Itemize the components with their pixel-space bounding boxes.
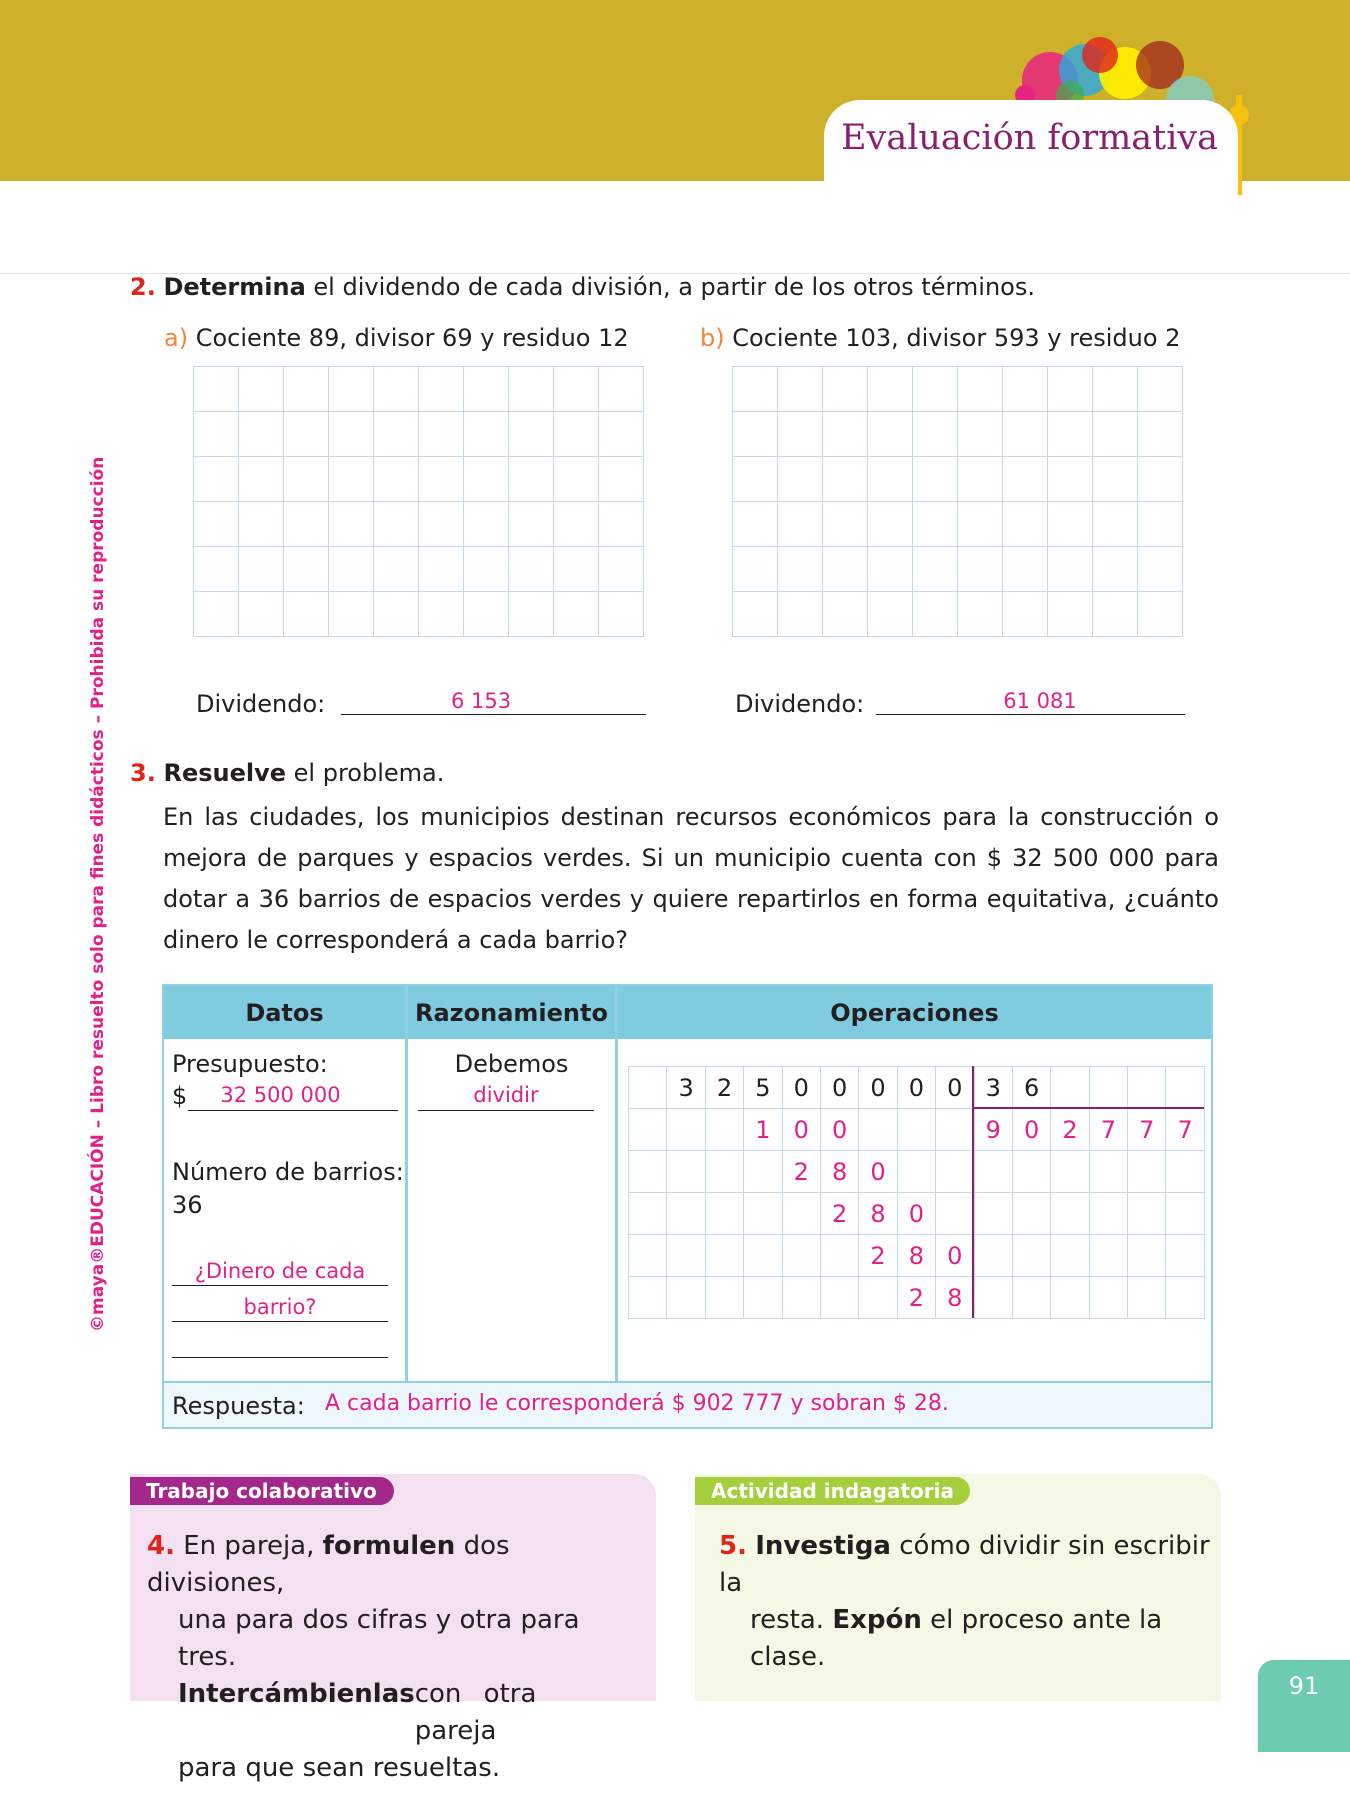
grid-cell[interactable] xyxy=(464,412,509,457)
grid-cell[interactable] xyxy=(419,412,464,457)
grid-cell[interactable] xyxy=(1138,502,1183,547)
page-title: Evaluación formativa xyxy=(841,118,1219,158)
grid-cell[interactable] xyxy=(374,367,419,412)
barrios-label: Número de barrios: xyxy=(172,1158,404,1186)
text: una para dos cifras y otra para tres. xyxy=(178,1605,580,1672)
grid-cell[interactable] xyxy=(1138,457,1183,502)
text: resta. xyxy=(750,1605,833,1635)
grid-cell[interactable] xyxy=(599,547,644,592)
grid-cell[interactable] xyxy=(778,547,823,592)
grid-cell[interactable] xyxy=(329,592,374,637)
division-cell[interactable] xyxy=(975,1277,1013,1319)
work-grid-b[interactable] xyxy=(732,366,1183,637)
grid-cell[interactable] xyxy=(284,457,329,502)
division-cell[interactable] xyxy=(1051,1151,1089,1193)
division-cell[interactable] xyxy=(706,1277,744,1319)
question-number: 3. xyxy=(130,759,156,787)
grid-cell[interactable] xyxy=(419,367,464,412)
item-b xyxy=(700,323,1180,353)
grid-cell[interactable] xyxy=(778,457,823,502)
grid-cell[interactable] xyxy=(1003,547,1048,592)
division-cell[interactable] xyxy=(667,1109,705,1151)
budget-label: Presupuesto: xyxy=(172,1050,328,1078)
question-number: 2. xyxy=(130,273,156,301)
grid-cell[interactable] xyxy=(599,457,644,502)
division-cell[interactable]: 7 xyxy=(1128,1109,1166,1151)
division-cell[interactable] xyxy=(1166,1277,1204,1319)
division-bracket-vertical xyxy=(972,1066,974,1318)
division-cell[interactable] xyxy=(1166,1067,1204,1109)
division-cell[interactable] xyxy=(744,1277,782,1319)
grid-cell[interactable] xyxy=(958,367,1003,412)
division-cell[interactable] xyxy=(1128,1277,1166,1319)
grid-cell[interactable] xyxy=(239,547,284,592)
division-cell[interactable] xyxy=(975,1193,1013,1235)
grid-cell[interactable] xyxy=(778,592,823,637)
grid-cell[interactable] xyxy=(329,412,374,457)
division-cell[interactable] xyxy=(1090,1235,1128,1277)
grid-cell[interactable] xyxy=(1003,367,1048,412)
division-cell[interactable] xyxy=(859,1109,897,1151)
division-cell[interactable]: 0 xyxy=(898,1193,936,1235)
division-cell[interactable] xyxy=(706,1109,744,1151)
division-cell[interactable]: 8 xyxy=(936,1277,974,1319)
grid-cell[interactable] xyxy=(509,502,554,547)
grid-cell[interactable] xyxy=(1048,592,1093,637)
division-cell[interactable] xyxy=(1013,1235,1051,1277)
dividend-answer-b[interactable]: 61 081 xyxy=(1003,689,1077,713)
division-cell[interactable]: 8 xyxy=(859,1193,897,1235)
grid-cell[interactable] xyxy=(1048,457,1093,502)
division-cell[interactable]: 0 xyxy=(936,1235,974,1277)
budget-value[interactable]: 32 500 000 xyxy=(220,1083,341,1107)
grid-cell[interactable] xyxy=(239,592,284,637)
division-cell[interactable] xyxy=(629,1067,667,1109)
division-cell[interactable]: 7 xyxy=(1090,1109,1128,1151)
grid-cell[interactable] xyxy=(464,547,509,592)
division-cell[interactable] xyxy=(975,1151,1013,1193)
question-text: el problema. xyxy=(286,759,445,787)
grid-cell[interactable] xyxy=(194,592,239,637)
grid-cell[interactable] xyxy=(374,502,419,547)
division-cell[interactable] xyxy=(1166,1193,1204,1235)
grid-cell[interactable] xyxy=(958,502,1003,547)
division-cell[interactable] xyxy=(936,1193,974,1235)
grid-cell[interactable] xyxy=(194,547,239,592)
grid-cell[interactable] xyxy=(823,502,868,547)
answer-text[interactable]: A cada barrio le corresponderá $ 902 777 y sobran $ 28. xyxy=(325,1391,949,1416)
question-number: 5. xyxy=(719,1531,747,1561)
problem-statement: En las ciudades, los municipios destinan recursos económicos para la construcción o mejora de parques y espacios verdes. Si un municipio cuenta con $ 32 500 000 para dotar a 36 barrios de espacios verdes y quiere repartirlos en forma equitativa, ¿cuánto dinero le corresponderá a cada barrio? xyxy=(163,803,1219,954)
division-cell[interactable]: 2 xyxy=(821,1193,859,1235)
division-cell[interactable] xyxy=(1128,1151,1166,1193)
grid-cell[interactable] xyxy=(1093,502,1138,547)
division-cell[interactable]: 0 xyxy=(898,1067,936,1109)
division-cell[interactable] xyxy=(629,1193,667,1235)
grid-cell[interactable] xyxy=(464,592,509,637)
division-grid[interactable] xyxy=(628,1066,1205,1319)
grid-cell[interactable] xyxy=(1138,412,1183,457)
division-cell[interactable]: 1 xyxy=(744,1109,782,1151)
unknown-line-2[interactable]: barrio? xyxy=(243,1295,317,1319)
grid-cell[interactable] xyxy=(194,502,239,547)
division-cell[interactable]: 0 xyxy=(1013,1109,1051,1151)
grid-cell[interactable] xyxy=(329,457,374,502)
grid-cell[interactable] xyxy=(1093,457,1138,502)
division-cell[interactable] xyxy=(1013,1151,1051,1193)
division-cell[interactable] xyxy=(1166,1235,1204,1277)
verb: Investiga xyxy=(755,1531,891,1561)
grid-cell[interactable] xyxy=(554,502,599,547)
division-bracket-horizontal xyxy=(972,1107,1204,1109)
inquiry-tag: Actividad indagatoria xyxy=(695,1477,970,1505)
division-cell[interactable]: 2 xyxy=(898,1277,936,1319)
grid-cell[interactable] xyxy=(554,592,599,637)
currency-sign: $ xyxy=(172,1082,188,1110)
grid-cell[interactable] xyxy=(284,592,329,637)
item-label: a) xyxy=(164,324,189,352)
division-cell[interactable] xyxy=(629,1277,667,1319)
division-cell[interactable]: 0 xyxy=(783,1067,821,1109)
grid-cell[interactable] xyxy=(1048,367,1093,412)
dividend-label-b: Dividendo: xyxy=(735,690,865,718)
grid-cell[interactable] xyxy=(464,457,509,502)
grid-cell[interactable] xyxy=(733,457,778,502)
header-razonamiento: Razonamiento xyxy=(408,986,615,1039)
inquiry-box xyxy=(695,1474,1221,1701)
grid-cell[interactable] xyxy=(329,367,374,412)
division-cell[interactable] xyxy=(783,1193,821,1235)
grid-cell[interactable] xyxy=(239,412,284,457)
grid-cell[interactable] xyxy=(1093,592,1138,637)
grid-cell[interactable] xyxy=(868,502,913,547)
header-datos: Datos xyxy=(164,986,405,1039)
grid-cell[interactable] xyxy=(913,592,958,637)
division-cell[interactable]: 0 xyxy=(859,1067,897,1109)
grid-cell[interactable] xyxy=(509,412,554,457)
grid-cell[interactable] xyxy=(599,367,644,412)
division-cell[interactable]: 2 xyxy=(706,1067,744,1109)
division-cell[interactable] xyxy=(629,1151,667,1193)
grid-cell[interactable] xyxy=(464,367,509,412)
verb: Intercámbienlas xyxy=(178,1679,415,1709)
collaborative-box xyxy=(130,1474,656,1783)
grid-cell[interactable] xyxy=(599,592,644,637)
division-cell[interactable] xyxy=(975,1235,1013,1277)
division-cell[interactable] xyxy=(1090,1067,1128,1109)
question-5 xyxy=(719,1528,1221,1676)
grid-cell[interactable] xyxy=(1048,412,1093,457)
text: cómo dividir sin escribir la xyxy=(719,1531,1210,1598)
division-cell[interactable]: 0 xyxy=(821,1109,859,1151)
division-cell[interactable] xyxy=(783,1277,821,1319)
page-number: 91 xyxy=(1258,1660,1350,1752)
text: con otra pareja xyxy=(414,1679,537,1746)
grid-cell[interactable] xyxy=(509,592,554,637)
grid-cell[interactable] xyxy=(733,592,778,637)
item-a xyxy=(164,323,629,353)
grid-cell[interactable] xyxy=(868,457,913,502)
grid-cell[interactable] xyxy=(239,367,284,412)
division-cell[interactable] xyxy=(898,1109,936,1151)
division-cell[interactable] xyxy=(1166,1151,1204,1193)
grid-cell[interactable] xyxy=(1093,367,1138,412)
division-cell[interactable]: 2 xyxy=(1051,1109,1089,1151)
question-number: 4. xyxy=(147,1531,175,1561)
grid-cell[interactable] xyxy=(733,412,778,457)
grid-cell[interactable] xyxy=(194,457,239,502)
grid-cell[interactable] xyxy=(374,592,419,637)
verb: formulen xyxy=(322,1531,456,1561)
dividend-answer-a[interactable]: 6 153 xyxy=(450,689,512,713)
division-cell[interactable] xyxy=(667,1193,705,1235)
grid-cell[interactable] xyxy=(194,367,239,412)
solution-table xyxy=(162,984,1213,1429)
copyright-notice: ©maya®EDUCACIÓN – Libro resuelto solo para fines didácticos – Prohibida su reproducción xyxy=(88,456,108,1332)
division-cell[interactable]: 5 xyxy=(744,1067,782,1109)
grid-cell[interactable] xyxy=(509,547,554,592)
grid-cell[interactable] xyxy=(284,367,329,412)
grid-cell[interactable] xyxy=(284,502,329,547)
division-cell[interactable]: 0 xyxy=(936,1067,974,1109)
grid-cell[interactable] xyxy=(868,412,913,457)
division-cell[interactable] xyxy=(744,1151,782,1193)
question-3 xyxy=(130,758,444,788)
division-cell[interactable] xyxy=(936,1109,974,1151)
grid-cell[interactable] xyxy=(958,412,1003,457)
grid-cell[interactable] xyxy=(554,457,599,502)
grid-cell[interactable] xyxy=(329,502,374,547)
grid-cell[interactable] xyxy=(913,412,958,457)
grid-cell[interactable] xyxy=(1093,547,1138,592)
dividend-label-a: Dividendo: xyxy=(196,690,326,718)
grid-cell[interactable] xyxy=(823,457,868,502)
division-cell[interactable]: 3 xyxy=(975,1067,1013,1109)
division-cell[interactable] xyxy=(821,1235,859,1277)
grid-cell[interactable] xyxy=(419,547,464,592)
division-cell[interactable] xyxy=(783,1235,821,1277)
grid-cell[interactable] xyxy=(913,457,958,502)
text: En pareja, xyxy=(183,1531,323,1561)
item-label: b) xyxy=(700,324,725,352)
division-cell[interactable]: 2 xyxy=(783,1151,821,1193)
division-cell[interactable] xyxy=(859,1277,897,1319)
grid-cell[interactable] xyxy=(329,547,374,592)
division-cell[interactable] xyxy=(1051,1067,1089,1109)
grid-cell[interactable] xyxy=(284,412,329,457)
grid-cell[interactable] xyxy=(419,457,464,502)
question-verb: Determina xyxy=(163,273,306,301)
grid-cell[interactable] xyxy=(1138,367,1183,412)
grid-cell[interactable] xyxy=(823,547,868,592)
grid-cell[interactable] xyxy=(778,502,823,547)
grid-cell[interactable] xyxy=(1003,412,1048,457)
division-cell[interactable] xyxy=(744,1193,782,1235)
division-cell[interactable] xyxy=(706,1193,744,1235)
division-cell[interactable] xyxy=(667,1235,705,1277)
grid-cell[interactable] xyxy=(958,547,1003,592)
grid-cell[interactable] xyxy=(1093,412,1138,457)
grid-cell[interactable] xyxy=(374,412,419,457)
division-cell[interactable] xyxy=(1128,1067,1166,1109)
division-cell[interactable] xyxy=(629,1109,667,1151)
division-cell[interactable] xyxy=(1051,1193,1089,1235)
division-cell[interactable] xyxy=(1013,1193,1051,1235)
division-cell[interactable] xyxy=(1051,1235,1089,1277)
grid-cell[interactable] xyxy=(239,457,284,502)
grid-cell[interactable] xyxy=(509,457,554,502)
division-cell[interactable]: 0 xyxy=(859,1151,897,1193)
grid-cell[interactable] xyxy=(599,412,644,457)
grid-cell[interactable] xyxy=(554,367,599,412)
grid-cell[interactable] xyxy=(823,412,868,457)
header-operaciones: Operaciones xyxy=(618,986,1211,1039)
grid-cell[interactable] xyxy=(868,592,913,637)
reasoning-text: Debemos xyxy=(454,1050,569,1078)
grid-cell[interactable] xyxy=(778,367,823,412)
answer-label: Respuesta: xyxy=(172,1392,305,1420)
division-cell[interactable] xyxy=(744,1235,782,1277)
work-grid-a[interactable] xyxy=(193,366,644,637)
division-cell[interactable] xyxy=(1051,1277,1089,1319)
grid-cell[interactable] xyxy=(419,502,464,547)
division-cell[interactable] xyxy=(936,1151,974,1193)
grid-cell[interactable] xyxy=(823,592,868,637)
reasoning-answer[interactable]: dividir xyxy=(473,1083,539,1107)
grid-cell[interactable] xyxy=(868,547,913,592)
division-cell[interactable] xyxy=(1090,1277,1128,1319)
grid-cell[interactable] xyxy=(958,457,1003,502)
grid-cell[interactable] xyxy=(239,502,284,547)
grid-cell[interactable] xyxy=(913,367,958,412)
grid-cell[interactable] xyxy=(823,367,868,412)
question-verb: Resuelve xyxy=(163,759,287,787)
unknown-line-1[interactable]: ¿Dinero de cada xyxy=(194,1259,366,1283)
grid-cell[interactable] xyxy=(1003,457,1048,502)
division-cell[interactable]: 3 xyxy=(667,1067,705,1109)
grid-cell[interactable] xyxy=(419,592,464,637)
division-cell[interactable]: 7 xyxy=(1166,1109,1204,1151)
division-cell[interactable] xyxy=(706,1151,744,1193)
division-cell[interactable]: 2 xyxy=(859,1235,897,1277)
grid-cell[interactable] xyxy=(554,547,599,592)
verb: Expón xyxy=(832,1605,922,1635)
answer-row xyxy=(164,1381,1211,1427)
division-cell[interactable] xyxy=(1090,1151,1128,1193)
division-cell[interactable]: 0 xyxy=(783,1109,821,1151)
grid-cell[interactable] xyxy=(284,547,329,592)
text: para que sean resueltas. xyxy=(178,1753,501,1783)
division-cell[interactable] xyxy=(629,1235,667,1277)
grid-cell[interactable] xyxy=(778,412,823,457)
question-2 xyxy=(130,272,1035,302)
item-text: Cociente 103, divisor 593 y residuo 2 xyxy=(732,324,1181,352)
division-cell[interactable] xyxy=(1128,1235,1166,1277)
question-4 xyxy=(147,1528,639,1787)
grid-cell[interactable] xyxy=(1138,547,1183,592)
grid-cell[interactable] xyxy=(1138,592,1183,637)
grid-cell[interactable] xyxy=(599,502,644,547)
division-cell[interactable]: 8 xyxy=(898,1235,936,1277)
division-cell[interactable] xyxy=(1128,1193,1166,1235)
division-cell[interactable]: 6 xyxy=(1013,1067,1051,1109)
grid-cell[interactable] xyxy=(913,547,958,592)
division-cell[interactable] xyxy=(706,1235,744,1277)
grid-cell[interactable] xyxy=(1003,502,1048,547)
grid-cell[interactable] xyxy=(958,592,1003,637)
collaborative-tag: Trabajo colaborativo xyxy=(130,1477,394,1505)
grid-cell[interactable] xyxy=(554,412,599,457)
grid-cell[interactable] xyxy=(868,367,913,412)
division-cell[interactable]: 0 xyxy=(821,1067,859,1109)
grid-cell[interactable] xyxy=(374,547,419,592)
item-text: Cociente 89, divisor 69 y residuo 12 xyxy=(195,324,629,352)
grid-cell[interactable] xyxy=(1048,502,1093,547)
division-cell[interactable] xyxy=(1090,1193,1128,1235)
text: el proceso ante la clase. xyxy=(750,1605,1163,1672)
division-cell[interactable] xyxy=(667,1277,705,1319)
division-cell[interactable]: 8 xyxy=(821,1151,859,1193)
grid-cell[interactable] xyxy=(913,502,958,547)
text: dos divisiones, xyxy=(147,1531,510,1598)
division-cell[interactable] xyxy=(1013,1277,1051,1319)
grid-cell[interactable] xyxy=(733,502,778,547)
grid-cell[interactable] xyxy=(733,367,778,412)
grid-cell[interactable] xyxy=(374,457,419,502)
grid-cell[interactable] xyxy=(509,367,554,412)
grid-cell[interactable] xyxy=(464,502,509,547)
grid-cell[interactable] xyxy=(733,547,778,592)
question-text: el dividendo de cada división, a partir de los otros términos. xyxy=(305,273,1035,301)
grid-cell[interactable] xyxy=(194,412,239,457)
division-cell[interactable]: 9 xyxy=(975,1109,1013,1151)
division-cell[interactable] xyxy=(898,1151,936,1193)
barrios-value: 36 xyxy=(172,1191,203,1219)
grid-cell[interactable] xyxy=(1003,592,1048,637)
division-cell[interactable] xyxy=(667,1151,705,1193)
division-cell[interactable] xyxy=(821,1277,859,1319)
grid-cell[interactable] xyxy=(1048,547,1093,592)
